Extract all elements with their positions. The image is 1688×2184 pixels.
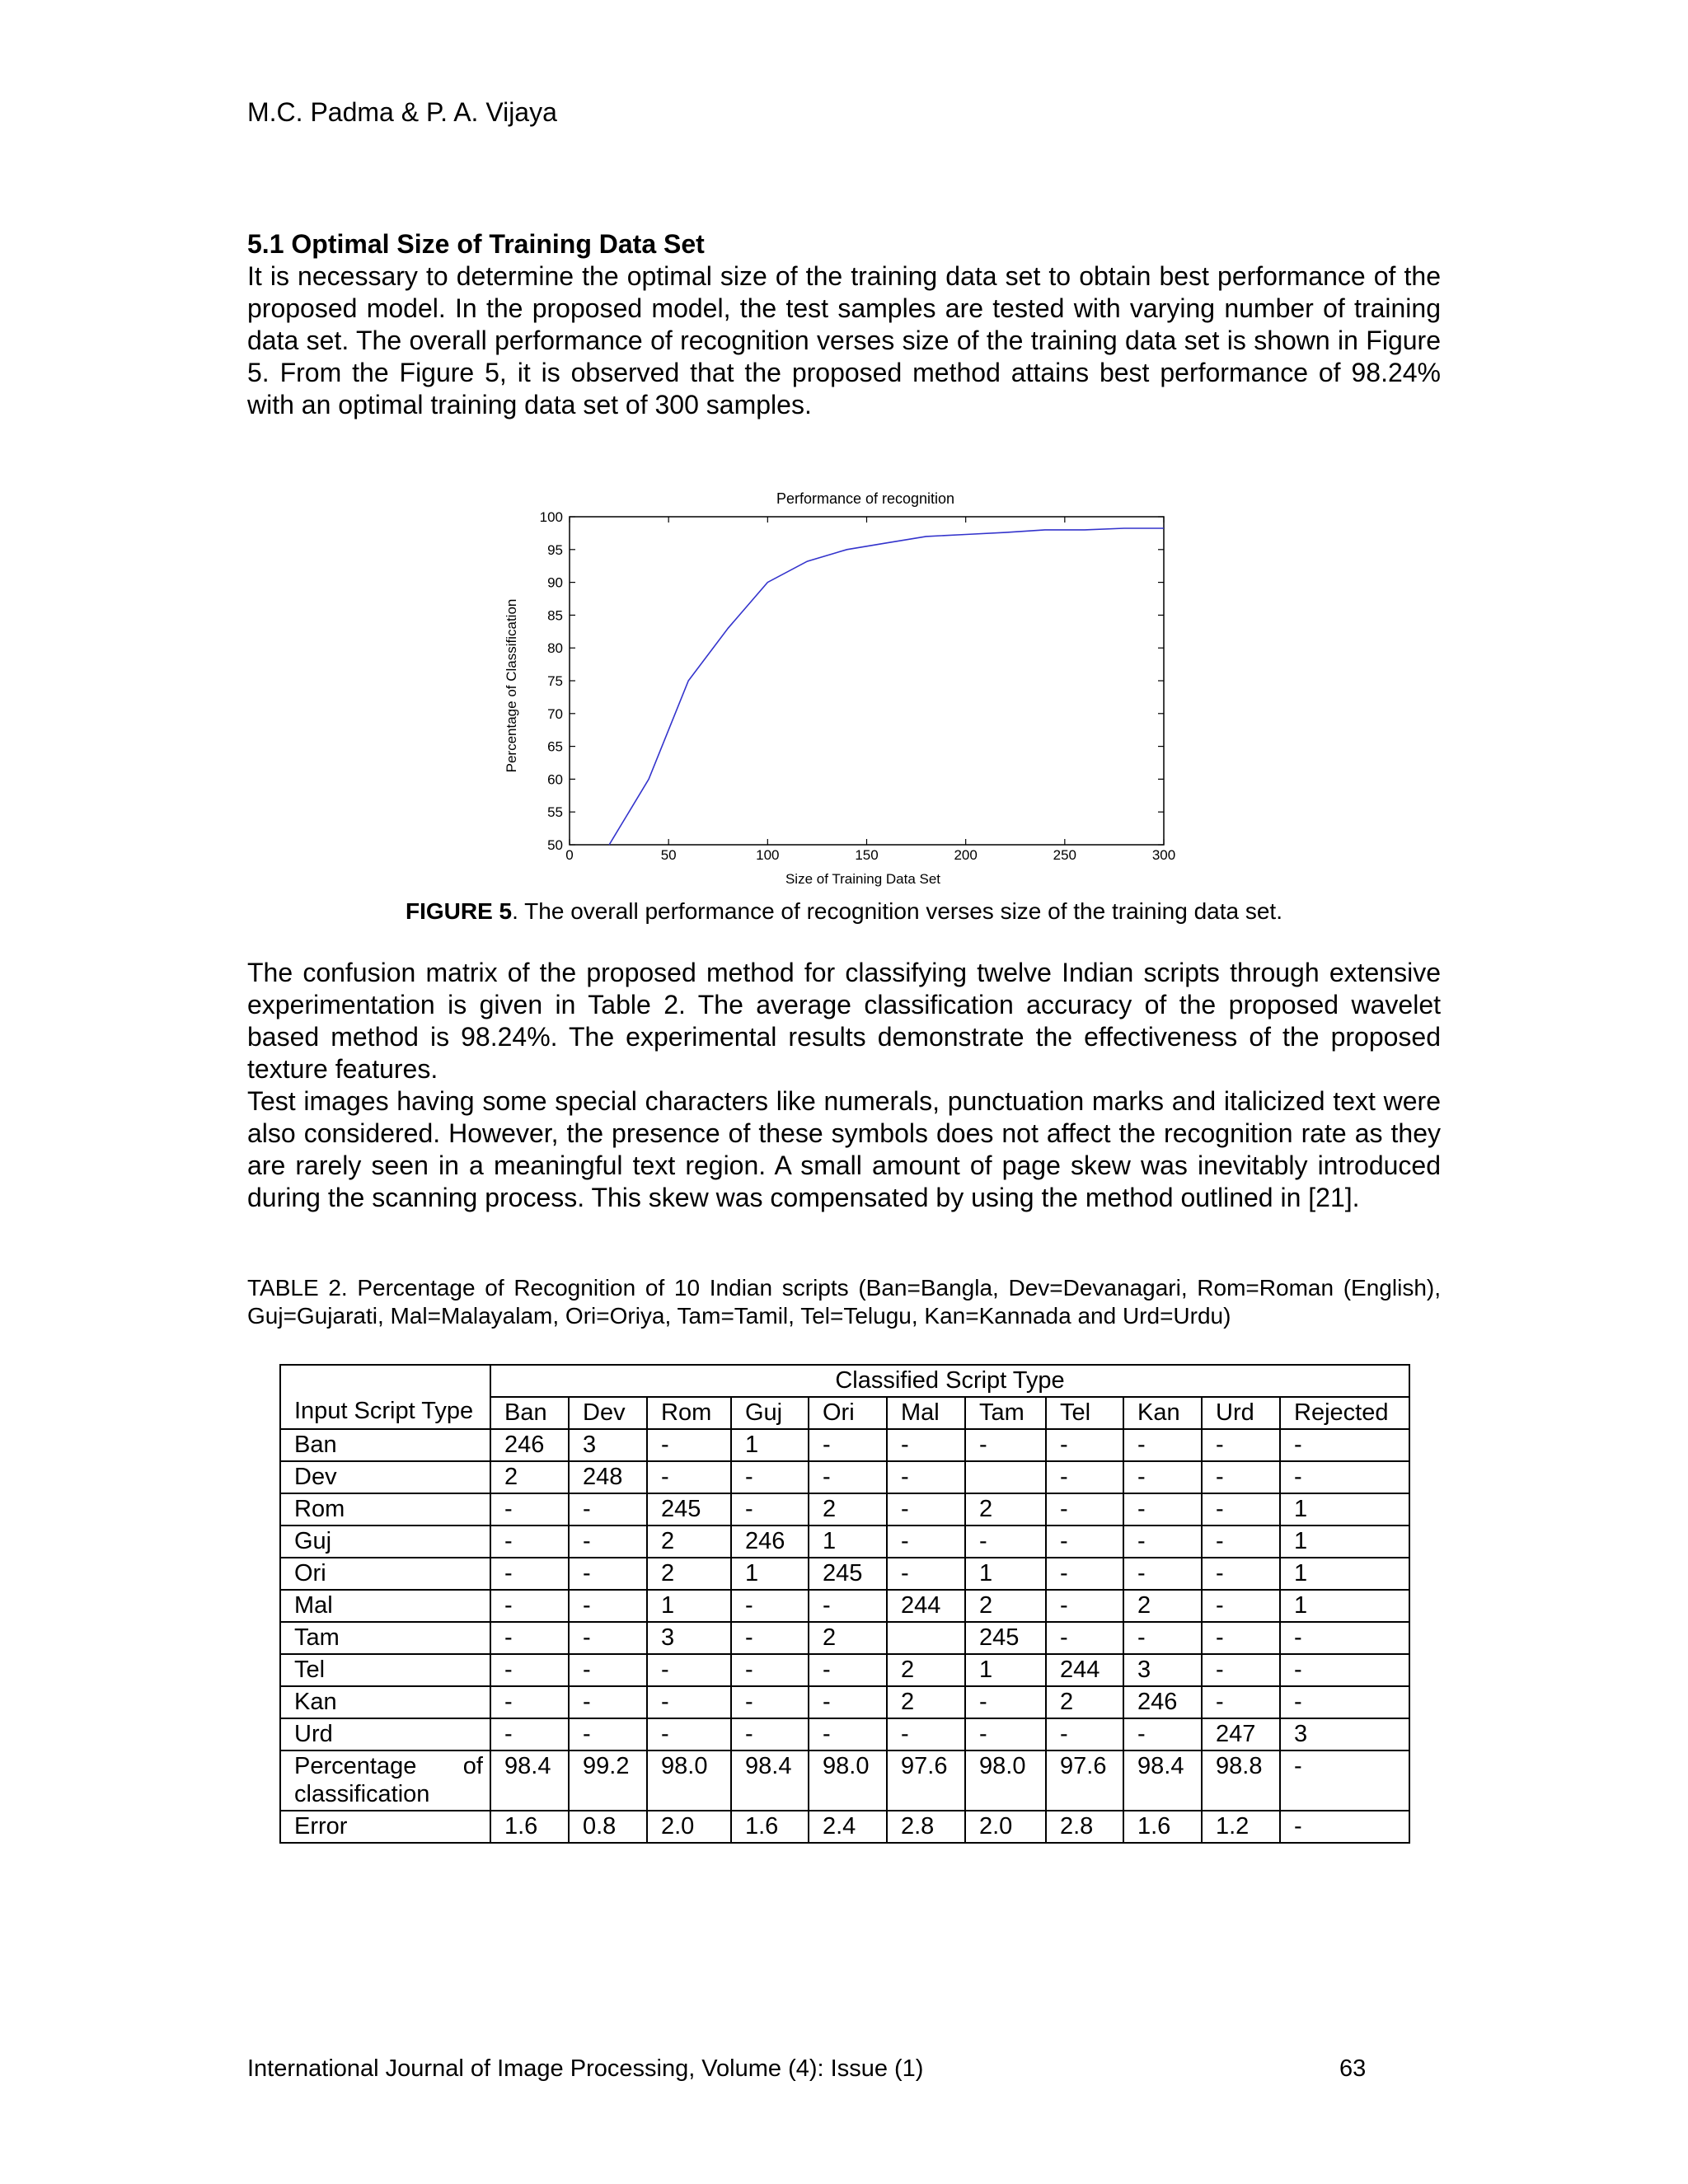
table-cell: 98.4 <box>490 1750 569 1811</box>
table-cell: 247 <box>1202 1718 1280 1750</box>
table-cell: - <box>569 1526 647 1558</box>
table-cell: 2.8 <box>887 1811 965 1843</box>
table-row <box>280 1493 1409 1526</box>
table-row <box>280 1590 1409 1622</box>
column-header: Ban <box>490 1397 569 1429</box>
corner-header: Input Script Type <box>280 1365 490 1429</box>
table-cell: - <box>1202 1558 1280 1590</box>
table-cell: - <box>1280 1622 1409 1654</box>
y-tick-label: 95 <box>547 541 563 558</box>
table-cell: - <box>731 1718 809 1750</box>
table-cell: - <box>490 1558 569 1590</box>
table-cell: 1.6 <box>731 1811 809 1843</box>
table-cell: - <box>1046 1461 1123 1493</box>
paragraph-test-images: Test images having some special characters like numerals, punctuation marks and italicized text were also considered. However, the presence of these symbols does not affect the recognition rate as they are rarely seen in a meaningful text region. A small amount of page skew was inevitably introduced during the scanning process. This skew was compensated by using the method outlined in [21]. <box>247 1086 1441 1212</box>
table-row <box>280 1558 1409 1590</box>
performance-chart <box>486 486 1212 895</box>
table-cell: 98.4 <box>1123 1750 1202 1811</box>
table-cell: - <box>1280 1654 1409 1686</box>
row-label: Ban <box>280 1429 490 1461</box>
table-cell: 1 <box>965 1558 1046 1590</box>
table-cell: 1 <box>647 1590 731 1622</box>
row-label: Urd <box>280 1718 490 1750</box>
running-header: M.C. Padma & P. A. Vijaya <box>247 97 557 127</box>
column-header: Rom <box>647 1397 731 1429</box>
table-cell: - <box>809 1686 887 1718</box>
row-label: Error <box>280 1811 490 1843</box>
table-cell: - <box>809 1590 887 1622</box>
table-cell: - <box>569 1558 647 1590</box>
table-cell: - <box>1046 1429 1123 1461</box>
table-cell: 2.8 <box>1046 1811 1123 1843</box>
table-cell: - <box>1123 1718 1202 1750</box>
row-label: Rom <box>280 1493 490 1526</box>
table-cell: 1.6 <box>1123 1811 1202 1843</box>
table-cell: - <box>965 1526 1046 1558</box>
table-cell: 2 <box>809 1493 887 1526</box>
y-tick-label: 75 <box>547 673 563 689</box>
y-tick-label: 85 <box>547 607 563 624</box>
table-cell: 2 <box>809 1622 887 1654</box>
table-cell: - <box>1123 1493 1202 1526</box>
chart-x-axis-label: Size of Training Data Set <box>785 871 941 887</box>
table-cell: - <box>1280 1750 1409 1811</box>
table-cell: 2 <box>887 1654 965 1686</box>
table-cell: - <box>887 1558 965 1590</box>
table-cell: 97.6 <box>1046 1750 1123 1811</box>
x-tick-label: 0 <box>565 847 574 863</box>
table-cell: - <box>1123 1622 1202 1654</box>
table-cell: - <box>1280 1461 1409 1493</box>
paragraph-optimal-size: It is necessary to determine the optimal size of the training data set to obtain best performance of the proposed model. In the proposed model, the test samples are tested with varying number of training data set. The overall performance of recognition verses size of the training data set is shown in Figure 5. From the Figure 5, it is observed that the proposed method attains best performance of 98.24% with an optimal training data set of 300 samples. <box>247 261 1441 419</box>
table-cell: - <box>1046 1526 1123 1558</box>
table-cell: 2 <box>1046 1686 1123 1718</box>
y-tick-label: 60 <box>547 771 563 788</box>
table-cell: - <box>1046 1622 1123 1654</box>
x-tick-label: 100 <box>756 847 780 863</box>
table-cell: 1.6 <box>490 1811 569 1843</box>
table-cell: - <box>1123 1526 1202 1558</box>
table-cell: 1.2 <box>1202 1811 1280 1843</box>
table-cell: - <box>887 1493 965 1526</box>
column-header: Kan <box>1123 1397 1202 1429</box>
section-title: 5.1 Optimal Size of Training Data Set <box>247 229 705 259</box>
column-header: Guj <box>731 1397 809 1429</box>
row-label: Tam <box>280 1622 490 1654</box>
table-cell: - <box>731 1686 809 1718</box>
table-cell: 3 <box>1280 1718 1409 1750</box>
table-cell: 1 <box>1280 1558 1409 1590</box>
table-cell: 1 <box>731 1429 809 1461</box>
table-cell: - <box>1046 1718 1123 1750</box>
table-row <box>280 1654 1409 1686</box>
table-cell: 245 <box>965 1622 1046 1654</box>
table-cell: - <box>731 1590 809 1622</box>
table-cell: - <box>887 1718 965 1750</box>
table-cell <box>965 1461 1046 1493</box>
table-cell: 3 <box>1123 1654 1202 1686</box>
y-tick-label: 50 <box>547 837 563 853</box>
x-tick-label: 300 <box>1151 847 1176 863</box>
y-tick-label: 90 <box>547 574 563 591</box>
table-cell: 2 <box>887 1686 965 1718</box>
figure-label: FIGURE 5 <box>405 898 513 924</box>
chart-title: Performance of recognition <box>776 490 955 507</box>
y-tick-label: 55 <box>547 804 563 821</box>
table-cell: - <box>809 1654 887 1686</box>
table-cell: - <box>731 1654 809 1686</box>
table-cell: - <box>965 1429 1046 1461</box>
chart-plot-frame <box>570 517 1164 845</box>
table-cell: - <box>1202 1526 1280 1558</box>
table-row <box>280 1429 1409 1461</box>
table-cell: 246 <box>731 1526 809 1558</box>
table-cell: - <box>1202 1686 1280 1718</box>
column-header: Dev <box>569 1397 647 1429</box>
table-cell: 1 <box>809 1526 887 1558</box>
column-header: Tel <box>1046 1397 1123 1429</box>
table-cell: 98.0 <box>965 1750 1046 1811</box>
column-header: Rejected <box>1280 1397 1409 1429</box>
table-row <box>280 1750 1409 1811</box>
table-cell: - <box>1280 1686 1409 1718</box>
table-cell: 1 <box>1280 1590 1409 1622</box>
table-cell: 244 <box>1046 1654 1123 1686</box>
table-cell: - <box>887 1429 965 1461</box>
x-tick-label: 150 <box>855 847 879 863</box>
table-row <box>280 1811 1409 1843</box>
table-cell: 246 <box>1123 1686 1202 1718</box>
table-cell: - <box>731 1622 809 1654</box>
confusion-matrix-table <box>279 1364 1410 1844</box>
table-cell: - <box>1280 1811 1409 1843</box>
table-cell: 3 <box>569 1429 647 1461</box>
table-cell: - <box>1123 1558 1202 1590</box>
table-cell: - <box>569 1654 647 1686</box>
row-label: Guj <box>280 1526 490 1558</box>
table-cell: - <box>809 1461 887 1493</box>
table-cell: - <box>1046 1493 1123 1526</box>
table-cell: 1 <box>965 1654 1046 1686</box>
column-header: Urd <box>1202 1397 1280 1429</box>
table-cell: 2 <box>647 1526 731 1558</box>
table-cell: 98.0 <box>809 1750 887 1811</box>
table-row <box>280 1686 1409 1718</box>
table-cell: 2 <box>965 1493 1046 1526</box>
table-cell: - <box>647 1654 731 1686</box>
row-label: Percentage of classification <box>280 1750 490 1811</box>
row-label: Mal <box>280 1590 490 1622</box>
table-cell: - <box>569 1622 647 1654</box>
figure-caption <box>247 898 1441 925</box>
row-label: Tel <box>280 1654 490 1686</box>
table-cell: 2.0 <box>647 1811 731 1843</box>
table-cell: - <box>1202 1429 1280 1461</box>
table-cell: - <box>1202 1622 1280 1654</box>
table-cell: 2 <box>647 1558 731 1590</box>
table-cell: 2 <box>1123 1590 1202 1622</box>
table-cell: - <box>1123 1429 1202 1461</box>
footer-journal: International Journal of Image Processing, Volume (4): Issue (1) <box>247 2055 924 2082</box>
table-row <box>280 1622 1409 1654</box>
table-cell: - <box>809 1429 887 1461</box>
table-cell: - <box>1202 1493 1280 1526</box>
table-cell: - <box>731 1461 809 1493</box>
group-header: Classified Script Type <box>490 1365 1409 1397</box>
table-cell: 2.4 <box>809 1811 887 1843</box>
table-cell: - <box>887 1461 965 1493</box>
table-cell: 3 <box>647 1622 731 1654</box>
table-cell: - <box>1202 1654 1280 1686</box>
table-cell: 2.0 <box>965 1811 1046 1843</box>
y-tick-label: 80 <box>547 640 563 657</box>
table-cell: 245 <box>809 1558 887 1590</box>
table-cell: - <box>647 1461 731 1493</box>
table-cell: - <box>809 1718 887 1750</box>
table-cell <box>887 1622 965 1654</box>
table-cell: 245 <box>647 1493 731 1526</box>
x-tick-label: 50 <box>660 847 677 863</box>
row-label: Ori <box>280 1558 490 1590</box>
table-caption: TABLE 2. Percentage of Recognition of 10 Indian scripts (Ban=Bangla, Dev=Devanagari, Rom=Roman (English), Guj=Gujarati, Mal=Malayalam, Ori=Oriya, Tam=Tamil, Tel=Telugu, Kan=Kannada and Urd=Urdu) <box>247 1275 1441 1329</box>
table-cell: - <box>569 1493 647 1526</box>
table-cell: - <box>1280 1429 1409 1461</box>
table-cell: - <box>887 1526 965 1558</box>
table-cell: 2 <box>490 1461 569 1493</box>
table-cell: - <box>1046 1590 1123 1622</box>
table-cell: - <box>1202 1461 1280 1493</box>
table-cell: 0.8 <box>569 1811 647 1843</box>
page-number: 63 <box>1339 2055 1367 2082</box>
table-cell: 99.2 <box>569 1750 647 1811</box>
table-cell: - <box>1123 1461 1202 1493</box>
y-tick-label: 70 <box>547 705 563 722</box>
table-row <box>280 1461 1409 1493</box>
table-cell: 97.6 <box>887 1750 965 1811</box>
table-cell: 244 <box>887 1590 965 1622</box>
table-cell: 248 <box>569 1461 647 1493</box>
table-cell: - <box>647 1686 731 1718</box>
column-header: Tam <box>965 1397 1046 1429</box>
table-cell: - <box>490 1654 569 1686</box>
table-cell: 1 <box>1280 1526 1409 1558</box>
table-cell: - <box>569 1718 647 1750</box>
table-cell: 1 <box>1280 1493 1409 1526</box>
table-cell: - <box>490 1493 569 1526</box>
figure-caption-text: . The overall performance of recognition verses size of the training data set. <box>512 898 1282 924</box>
series-line <box>609 528 1164 845</box>
chart-y-axis-label: Percentage of Classification <box>504 598 519 773</box>
chart-ticks <box>540 509 1176 863</box>
table-cell: 2 <box>965 1590 1046 1622</box>
table-cell: 98.4 <box>731 1750 809 1811</box>
table-cell: 98.8 <box>1202 1750 1280 1811</box>
table-cell: - <box>647 1718 731 1750</box>
table-cell: - <box>1046 1558 1123 1590</box>
table-cell: 98.0 <box>647 1750 731 1811</box>
x-tick-label: 200 <box>954 847 978 863</box>
column-header: Ori <box>809 1397 887 1429</box>
column-header: Mal <box>887 1397 965 1429</box>
row-label: Dev <box>280 1461 490 1493</box>
paragraph-confusion-matrix: The confusion matrix of the proposed method for classifying twelve Indian scripts through extensive experimentation is given in Table 2. The average classification accuracy of the proposed wavelet based method is 98.24%. The experimental results demonstrate the effectiveness of the proposed texture features. <box>247 958 1441 1084</box>
table-cell: - <box>647 1429 731 1461</box>
table-cell: - <box>731 1493 809 1526</box>
table-cell: - <box>490 1686 569 1718</box>
table-cell: - <box>490 1622 569 1654</box>
table-body <box>280 1429 1409 1843</box>
table-cell: - <box>569 1590 647 1622</box>
y-tick-label: 100 <box>539 509 563 525</box>
table-row <box>280 1526 1409 1558</box>
row-label: Kan <box>280 1686 490 1718</box>
table-cell: - <box>490 1526 569 1558</box>
table-cell: - <box>1202 1590 1280 1622</box>
table-cell: - <box>490 1590 569 1622</box>
chart-series <box>609 528 1164 845</box>
table-cell: - <box>965 1686 1046 1718</box>
table-cell: 1 <box>731 1558 809 1590</box>
table-cell: 246 <box>490 1429 569 1461</box>
y-tick-label: 65 <box>547 738 563 755</box>
x-tick-label: 250 <box>1053 847 1077 863</box>
table-cell: - <box>490 1718 569 1750</box>
table-cell: - <box>569 1686 647 1718</box>
table-cell: - <box>965 1718 1046 1750</box>
table-row <box>280 1718 1409 1750</box>
